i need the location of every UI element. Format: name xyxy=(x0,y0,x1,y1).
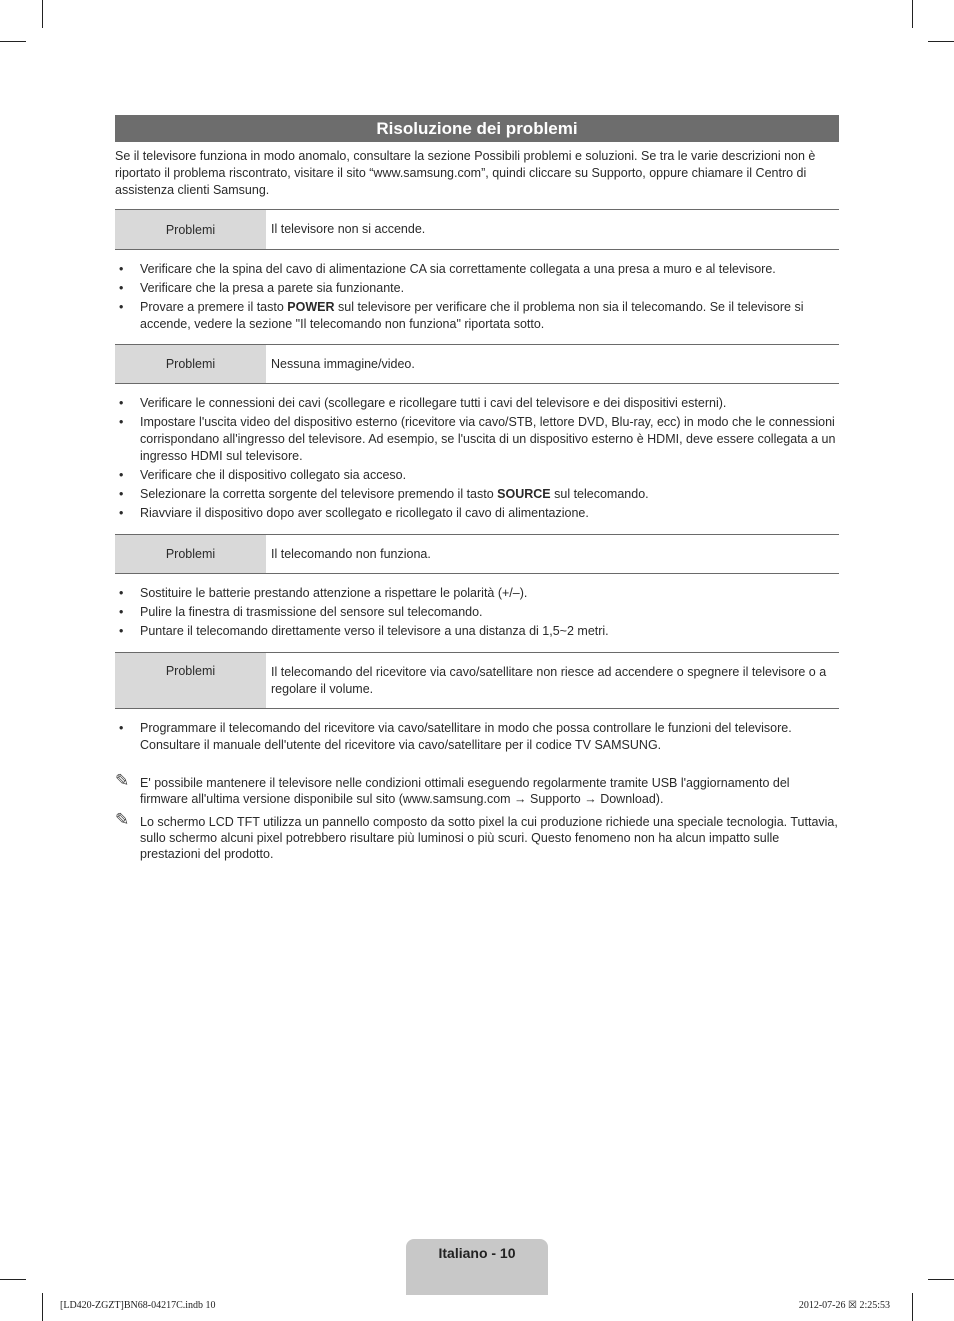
pencil-icon: ✎ xyxy=(115,810,130,829)
list-item: • Verificare che la presa a parete sia funzionante. xyxy=(115,280,839,297)
problem-row xyxy=(115,652,839,709)
problem-text: Il telecomando non funziona. xyxy=(271,546,431,561)
note: ✎ Lo schermo LCD TFT utilizza un pannello composto da sotto pixel la cui produzione richiede una speciale tecnologia. Tuttavia, sullo schermo alcuni pixel potrebbero risultare più luminosi o più scuri. Questo fenomeno non ha alcun impatto sulle prestazioni del prodotto. xyxy=(115,810,838,861)
page-title: Risoluzione dei problemi xyxy=(115,115,839,142)
problem-text: Il televisore non si accende. xyxy=(271,222,426,236)
problem-text: Nessuna immagine/video. xyxy=(271,356,415,371)
pencil-icon: ✎ xyxy=(115,771,130,790)
problem-label: Problemi xyxy=(115,345,266,383)
solution-list xyxy=(115,395,839,524)
list-item: • Verificare che il dispositivo collegato sia acceso. xyxy=(115,467,839,484)
list-item: • Impostare l'uscita video del dispositivo esterno (ricevitore via cavo/STB, lettore DVD, Blu-ray, ecc) in modo che le connessioni corrispondano all'ingresso del televisore. Ad esempio, se l'uscita di un dispositivo esterno è HDMI, deve essere collegata a un ingresso HDMI sul televisore. xyxy=(115,414,839,465)
problem-label: Problemi xyxy=(115,210,266,249)
list-item: • Riavviare il dispositivo dopo aver scollegato e ricollegato il cavo di alimentazione. xyxy=(115,505,839,522)
page-label: Italiano - 10 xyxy=(438,1245,516,1261)
crop-mark xyxy=(912,0,913,28)
list-item: • Provare a premere il tasto POWER sul televisore per verificare che il problema non sia il telecomando. Se il televisore si accende, vedere la sezione "Il telecomando non funziona" riportata sotto. xyxy=(115,299,839,333)
list-item: • Sostituire le batterie prestando attenzione a rispettare le polarità (+/–). xyxy=(115,585,839,602)
notes xyxy=(115,771,839,869)
intro-paragraph: Se il televisore funziona in modo anomalo, consultare la sezione Possibili problemi e soluzioni. Se tra le varie descrizioni non è riportato il problema riscontrato, visitare il sito “www.samsung.com”, quindi cliccare su Supporto, oppure chiamare il Centro di assistenza clienti Samsung. xyxy=(115,149,816,197)
crop-mark xyxy=(912,1293,913,1321)
problem-row xyxy=(115,209,839,250)
problem-text: Il telecomando del ricevitore via cavo/satellitare non riesce ad accendere o spegnere il televisore o a regolare il volume. xyxy=(271,665,827,696)
page-number-tab xyxy=(406,1239,548,1295)
problem-row xyxy=(115,344,839,384)
list-item: • Verificare che la spina del cavo di alimentazione CA sia correttamente collegata a una presa a muro e al televisore. xyxy=(115,261,839,278)
list-item: • Selezionare la corretta sorgente del televisore premendo il tasto SOURCE sul telecomando. xyxy=(115,486,839,503)
solution-list xyxy=(115,261,839,335)
solution-list xyxy=(115,720,839,756)
crop-mark xyxy=(0,41,26,42)
note: ✎ E' possibile mantenere il televisore nelle condizioni ottimali eseguendo regolarmente tramite USB l'aggiornamento del firmware all'ultima versione disponibile sul sito (www.samsung.com → Supporto → Download). xyxy=(115,771,790,806)
list-item: • Verificare le connessioni dei cavi (scollegare e ricollegare tutti i cavi del televisore e dei dispositivi esterni). xyxy=(115,395,839,412)
solution-list xyxy=(115,585,839,642)
crop-mark xyxy=(928,1279,954,1280)
list-item: • Pulire la finestra di trasmissione del sensore sul telecomando. xyxy=(115,604,839,621)
list-item: • Programmare il telecomando del ricevitore via cavo/satellitare in modo che possa controllare le funzioni del televisore. Consultare il manuale dell'utente del ricevitore via cavo/satellitare per il codice TV SAMSUNG. xyxy=(115,720,839,754)
crop-mark xyxy=(0,1279,26,1280)
footer-timestamp: 2012-07-26 ☒ 2:25:53 xyxy=(798,1300,890,1311)
problem-label: Problemi xyxy=(115,535,266,573)
crop-mark xyxy=(42,1293,43,1321)
list-item: • Puntare il telecomando direttamente verso il televisore a una distanza di 1,5~2 metri. xyxy=(115,623,839,640)
crop-mark xyxy=(928,41,954,42)
problem-label: Problemi xyxy=(115,653,266,708)
problem-row xyxy=(115,534,839,574)
footer-file-info: [LD420-ZGZT]BN68-04217C.indb 10 xyxy=(60,1300,216,1311)
crop-mark xyxy=(42,0,43,28)
